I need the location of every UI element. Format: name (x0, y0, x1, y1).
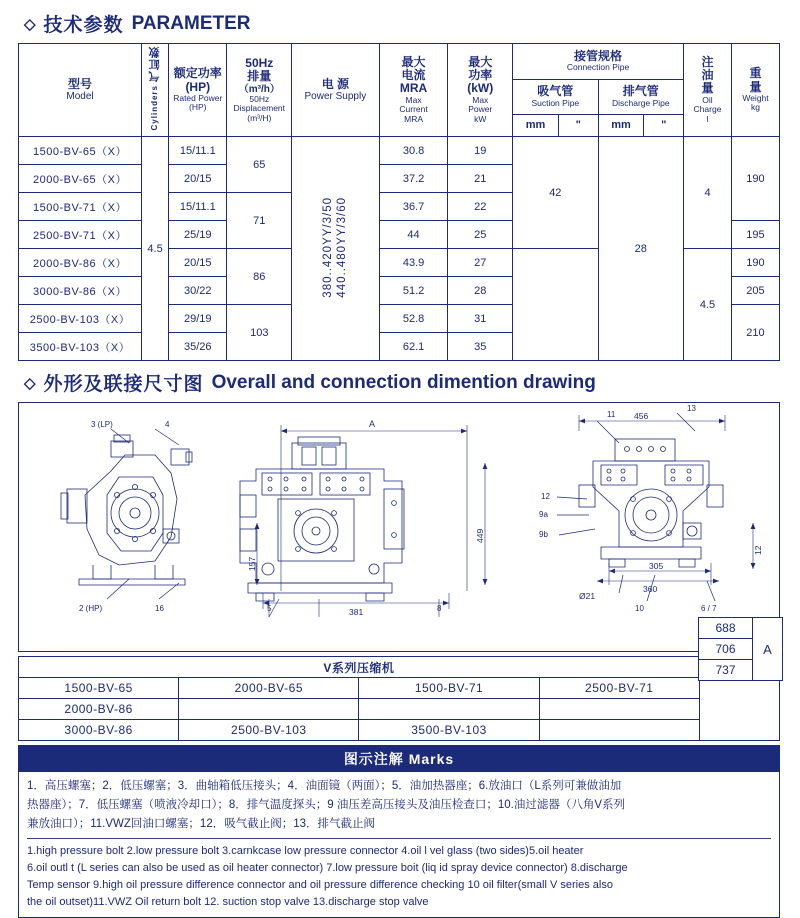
cell-rated-power: 15/11.1 (169, 193, 227, 221)
col-header-rated-power: 额定功率 (HP) Rated Power (HP) (169, 44, 227, 137)
callout-8: 8 (437, 604, 442, 614)
cell-max-current: 52.8 (379, 305, 448, 333)
dim-305: 305 (649, 561, 664, 572)
callout-3-lp: 3 (LP) (91, 420, 113, 430)
marks-cn-line: 兼放油口）；11.VWZ回油口螺塞；12．吸气截止阀；13．排气截止阀 (27, 818, 376, 831)
cell-displacement: 65 (227, 137, 292, 193)
cell-max-power: 28 (448, 277, 513, 305)
cell-a-value: 706 (699, 639, 753, 660)
section-heading-parameter (24, 10, 782, 37)
table-row (19, 699, 780, 720)
cell-model (359, 699, 539, 720)
col-header-suction-inch: " (558, 115, 598, 137)
cell-max-current: 30.8 (379, 137, 448, 165)
cell-max-power: 21 (448, 165, 513, 193)
dim-hole: Ø21 (579, 591, 596, 602)
cell-max-current: 62.1 (379, 333, 448, 361)
marks-en-line: 6.oil outl t (L series can also be used as oil heater connector) 7.low pressure boit (liq id spray device connector) 8.discharge (27, 862, 628, 875)
marks-cn-line: 热器座）；7．低压螺塞（喷液冷却口）；8．排气温度探头；9 油压差高压接头及油压检查口；10.油过滤器（八角V系列 (27, 799, 626, 812)
col-header-discharge-inch: " (644, 115, 684, 137)
cell-model: 1500-BV-65 (19, 678, 179, 699)
dim-449: 449 (475, 528, 485, 544)
cell-displacement: 103 (227, 305, 292, 361)
section-heading-parameter-cn: 技术参数 (43, 15, 124, 36)
cell-model: 2000-BV-65 (179, 678, 359, 699)
cell-rated-power: 25/19 (169, 221, 227, 249)
cell-weight: 190 (731, 137, 779, 221)
cell-max-power: 25 (448, 221, 513, 249)
section-heading-drawing (24, 369, 782, 396)
cell-power-supply: 380..420YY/3/50 440..480YY/3/60 (292, 137, 380, 361)
cell-model: 3000-BV-86 (19, 720, 179, 741)
col-header-suction-pipe: 吸气管 Suction Pipe (513, 79, 598, 115)
col-header-max-current: 最大 电流 MRA Max Current MRA (379, 44, 448, 137)
cell-max-power: 22 (448, 193, 513, 221)
compressor-drawing (18, 402, 780, 652)
col-header-weight: 重 量 Weight kg (731, 44, 779, 137)
cell-max-power: 27 (448, 249, 513, 277)
cell-model: 1500-BV-71 (359, 678, 539, 699)
cell-model: 2500-BV-103（X） (19, 305, 142, 333)
cell-model (539, 699, 699, 720)
col-header-displacement: 50Hz 排量 （m³/h） 50Hz Displacement (m³/H) (227, 44, 292, 137)
cell-suction-mm (513, 249, 598, 361)
cell-max-current: 36.7 (379, 193, 448, 221)
callout-9b: 9b (539, 530, 548, 540)
callout-9a: 9a (539, 510, 548, 520)
cell-model: 3500-BV-103（X） (19, 333, 142, 361)
cell-model (179, 699, 359, 720)
col-header-connection-pipe: 接管规格 Connection Pipe (513, 44, 684, 80)
marks-en-line: Temp sensor 9.high oil pressure difference connector and oil pressure difference checking 10 oil filter(small V series also (27, 879, 613, 892)
cell-suction-mm: 42 (513, 137, 598, 249)
cell-rated-power: 35/26 (169, 333, 227, 361)
diamond-icon: ◇ (24, 15, 36, 33)
cell-rated-power: 29/19 (169, 305, 227, 333)
cell-model: 2000-BV-65（X） (19, 165, 142, 193)
cell-model: 1500-BV-65（X） (19, 137, 142, 165)
marks-title: 图示注解 Marks (19, 746, 779, 772)
col-header-discharge-pipe: 排气管 Discharge Pipe (598, 79, 683, 115)
col-header-oil-charge: 注 油 量 Oil Charge l (684, 44, 732, 137)
cell-oil-charge: 4.5 (684, 249, 732, 361)
cell-oil-charge: 4 (684, 137, 732, 249)
callout-13: 13 (687, 404, 696, 414)
col-header-max-power: 最大 功率 (kW) Max Power kW (448, 44, 513, 137)
marks-divider (27, 838, 771, 839)
section-heading-parameter-en: PARAMETER (131, 12, 251, 34)
marks-en-line: the oil outset)11.VWZ Oil return bolt 12. suction stop valve 13.discharge stop valve (27, 896, 429, 909)
cell-max-current: 43.9 (379, 249, 448, 277)
callout-12: 12 (541, 492, 550, 502)
cell-model (539, 720, 699, 741)
marks-box (18, 745, 780, 918)
drawing-svg (19, 403, 779, 651)
cell-max-power: 35 (448, 333, 513, 361)
col-header-suction-mm: mm (513, 115, 559, 137)
col-header-power-supply: 电 源 Power Supply (292, 44, 380, 137)
cell-model: 3000-BV-86（X） (19, 277, 142, 305)
marks-body (19, 772, 779, 917)
cell-max-current: 37.2 (379, 165, 448, 193)
cell-weight: 210 (731, 305, 779, 361)
dim-12-right: 12 (753, 545, 763, 556)
callout-6-7: 6 / 7 (701, 604, 717, 614)
cell-max-current: 51.2 (379, 277, 448, 305)
cell-discharge-mm: 28 (598, 137, 683, 361)
cell-model: 1500-BV-71（X） (19, 193, 142, 221)
cell-displacement: 71 (227, 193, 292, 249)
callout-16: 16 (155, 604, 164, 614)
col-header-discharge-mm: mm (598, 115, 644, 137)
callout-10: 10 (635, 604, 644, 614)
col-header-cylinders: 气缸数 Cylinders (142, 44, 169, 137)
table-row (19, 137, 780, 165)
cell-max-power: 31 (448, 305, 513, 333)
models-title: V系列压缩机 (19, 657, 700, 678)
dim-381: 381 (349, 607, 364, 618)
dim-360: 360 (643, 584, 658, 595)
dim-456: 456 (634, 411, 649, 422)
table-row (19, 678, 780, 699)
cell-model: 2500-BV-71 (539, 678, 699, 699)
cell-model: 2000-BV-86 (19, 699, 179, 720)
marks-cn-line: 1．高压螺塞；2．低压螺塞；3．曲轴箱低压接头；4．油面镜（两面）；5．油加热器座；6.放油口（L系列可兼做油加 (27, 780, 622, 793)
table-row (19, 720, 780, 741)
cell-model: 3500-BV-103 (359, 720, 539, 741)
cell-model: 2500-BV-103 (179, 720, 359, 741)
cell-max-power: 19 (448, 137, 513, 165)
callout-2-hp: 2 (HP) (79, 604, 103, 614)
cell-weight: 190 (731, 249, 779, 277)
cell-weight: 195 (731, 221, 779, 249)
marks-en-line: 1.high pressure bolt 2.low pressure bolt 3.carnkcase low pressure connector 4.oil l vel glass (two sides)5.oil heater (27, 845, 584, 857)
cell-model: 2500-BV-71（X） (19, 221, 142, 249)
cell-a-value: 737 (699, 660, 753, 681)
cell-displacement: 86 (227, 249, 292, 305)
parameter-table (18, 43, 780, 361)
col-header-model: 型号 Model (19, 44, 142, 137)
cell-a-value: 688 (699, 618, 753, 639)
cell-cylinders: 4.5 (142, 137, 169, 361)
a-value-column (698, 617, 782, 681)
cell-model: 2000-BV-86（X） (19, 249, 142, 277)
section-heading-drawing-en: Overall and connection dimention drawing (211, 371, 596, 393)
cell-rated-power: 30/22 (169, 277, 227, 305)
cell-a-letter: A (753, 618, 783, 681)
dim-157: 157 (247, 556, 257, 572)
cell-max-current: 44 (379, 221, 448, 249)
cell-rated-power: 15/11.1 (169, 137, 227, 165)
callout-11: 11 (607, 410, 616, 420)
models-table (18, 656, 780, 741)
diamond-icon: ◇ (24, 374, 36, 392)
section-heading-drawing-cn: 外形及联接尺寸图 (43, 374, 204, 396)
cell-rated-power: 20/15 (169, 249, 227, 277)
cell-rated-power: 20/15 (169, 165, 227, 193)
cell-weight: 205 (731, 277, 779, 305)
callout-4: 4 (165, 420, 170, 430)
models-title-row (19, 657, 780, 678)
dim-A: A (369, 419, 376, 430)
callout-5: 5 (267, 604, 272, 614)
